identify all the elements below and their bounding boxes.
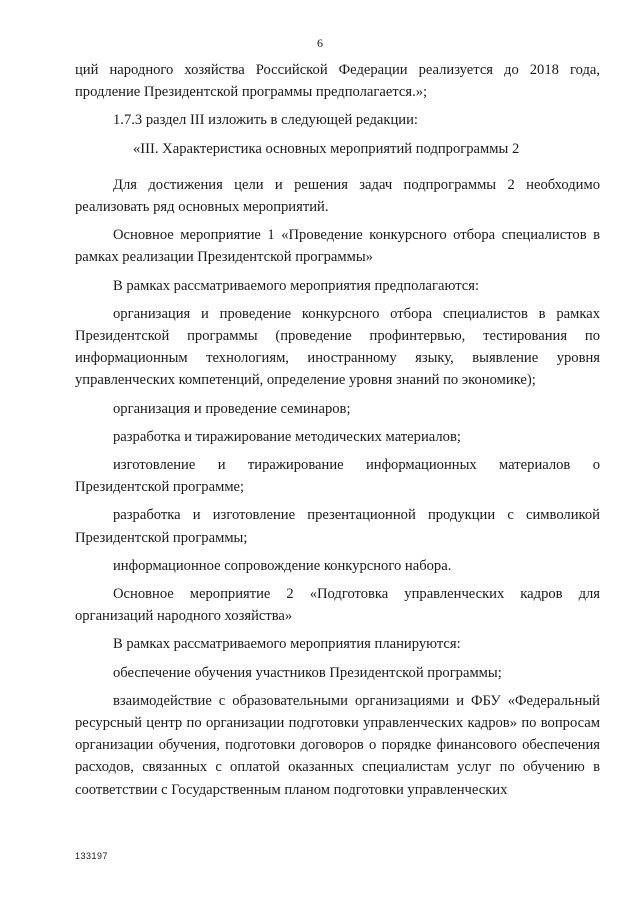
paragraph-measure-2-intro: В рамках рассматриваемого мероприятия планируются: <box>113 636 461 653</box>
paragraph-measure-2: Основное мероприятие 2 «Подготовка управленческих кадров для организаций народного хозяйства» <box>75 586 600 625</box>
paragraph-measure-1-intro: В рамках рассматриваемого мероприятия предполагаются: <box>113 277 480 294</box>
paragraph-intro: Для достижения цели и решения задач подпрограммы 2 необходимо реализовать ряд основных мероприятий. <box>75 176 600 216</box>
document-body <box>75 59 600 801</box>
paragraph-measure-1: Основное мероприятие 1 «Проведение конкурсного отбора специалистов в рамках реализации Президентской программы» <box>75 227 600 266</box>
list-item: информационное сопровождение конкурсного набора. <box>113 557 452 574</box>
list-item: изготовление и тиражирование информационных материалов о Президентской программе; <box>75 457 600 496</box>
list-item: организация и проведение семинаров; <box>113 400 351 417</box>
page-number: 6 <box>317 36 323 50</box>
list-item: взаимодействие с образовательными организациями и ФБУ «Федеральный ресурсный центр по организации подготовки управленческих кадров» по вопросам организации обучения, подготовки договоров о порядке финансового обеспечения расходов, связанных с оплатой оказанных специалистам услуг по обучению в соответствии с Государственным планом подготовки управленческих <box>75 692 600 798</box>
list-item: организация и проведение конкурсного отбора специалистов в рамках Президентской программы (проведение профинтервью, тестирования по информационным технологиям, иностранному языку, выявление уровня управленческих компетенций, определение уровня знаний по экономике); <box>75 305 600 389</box>
section-heading: «III. Характеристика основных мероприятий подпрограммы 2 <box>133 140 520 157</box>
document-code: 133197 <box>75 851 109 861</box>
list-item: разработка и изготовление презентационной продукции с символикой Президентской программы; <box>75 507 600 546</box>
paragraph-amendment: 1.7.3 раздел III изложить в следующей редакции: <box>113 112 418 129</box>
paragraph-continuation: ций народного хозяйства Российской Федерации реализуется до 2018 года, продление Президентской программы предполагается.»; <box>75 62 600 101</box>
list-item: разработка и тиражирование методических материалов; <box>113 428 461 445</box>
list-item: обеспечение обучения участников Президентской программы; <box>113 664 502 681</box>
